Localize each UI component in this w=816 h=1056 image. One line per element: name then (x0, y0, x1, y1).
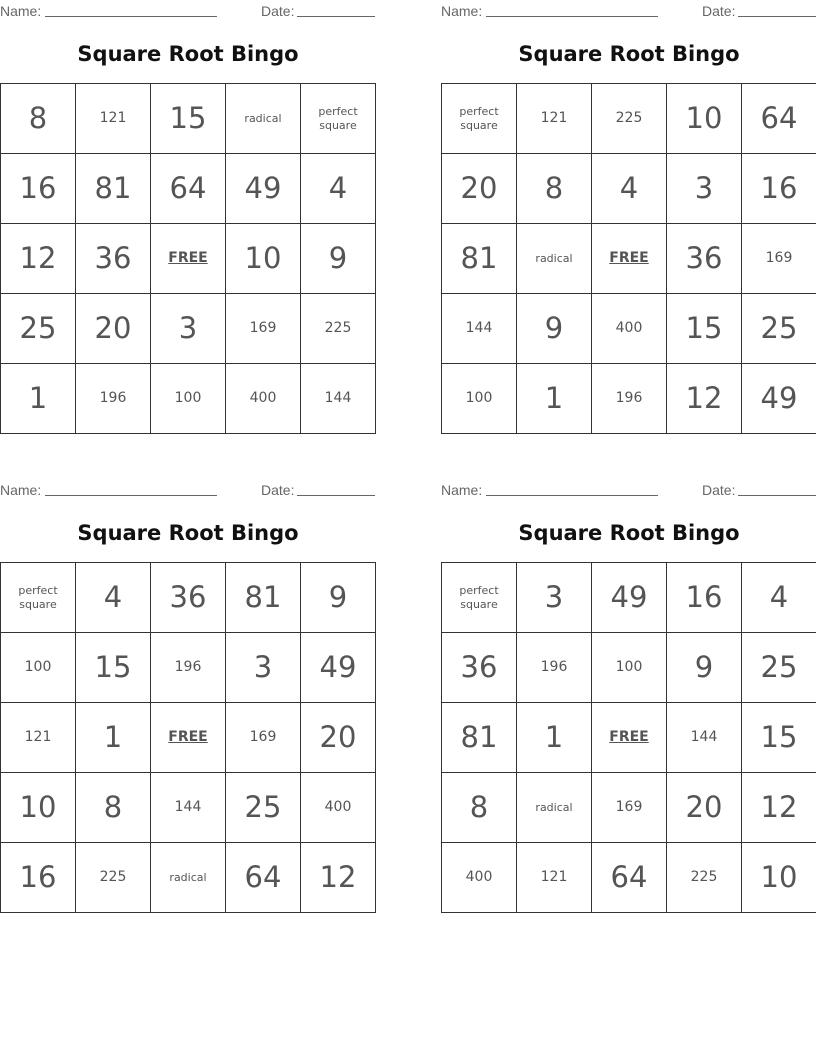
bingo-row (1, 294, 376, 364)
bingo-cell: 225 (301, 294, 376, 364)
bingo-cell: 10 (226, 224, 301, 294)
bingo-cell: 121 (76, 84, 151, 154)
bingo-cell: 144 (301, 364, 376, 434)
bingo-cell: radical (517, 773, 592, 843)
bingo-cell: radical (517, 224, 592, 294)
date-line (738, 495, 816, 496)
bingo-cell: 225 (592, 84, 667, 154)
bingo-cell: 400 (301, 773, 376, 843)
bingo-grid (441, 562, 816, 913)
name-label: Name: (0, 482, 42, 498)
bingo-cell: 16 (742, 154, 816, 224)
bingo-row (442, 563, 816, 633)
bingo-cell: 169 (592, 773, 667, 843)
bingo-row (1, 154, 376, 224)
bingo-cell: 196 (592, 364, 667, 434)
bingo-cell: 20 (301, 703, 376, 773)
card-title: Square Root Bingo (77, 521, 299, 545)
name-line (45, 16, 217, 17)
bingo-cell: 12 (301, 843, 376, 913)
bingo-row (442, 154, 816, 224)
bingo-cell: 20 (442, 154, 517, 224)
date-line (297, 16, 375, 17)
bingo-card (0, 0, 376, 416)
bingo-cell: 225 (76, 843, 151, 913)
bingo-cell: 196 (151, 633, 226, 703)
bingo-cell: 16 (1, 843, 76, 913)
bingo-cell: 15 (742, 703, 816, 773)
bingo-cell: 144 (667, 703, 742, 773)
bingo-row (442, 294, 816, 364)
bingo-grid (0, 562, 376, 913)
bingo-row (1, 633, 376, 703)
bingo-cell: 1 (517, 703, 592, 773)
name-label: Name: (441, 482, 483, 498)
date-label: Date: (702, 482, 736, 498)
name-label: Name: (0, 3, 42, 19)
bingo-row (1, 224, 376, 294)
free-space-cell: FREE (592, 224, 667, 294)
bingo-row (1, 364, 376, 434)
bingo-cell: 81 (442, 224, 517, 294)
date-label: Date: (261, 482, 295, 498)
bingo-cell: 3 (517, 563, 592, 633)
bingo-cell: 121 (1, 703, 76, 773)
bingo-cell: 4 (301, 154, 376, 224)
bingo-cell: 400 (442, 843, 517, 913)
bingo-cell: 9 (301, 563, 376, 633)
name-date-row (0, 479, 376, 501)
bingo-cell: 16 (1, 154, 76, 224)
bingo-cell: 100 (1, 633, 76, 703)
bingo-cell: 25 (742, 294, 816, 364)
bingo-row (1, 84, 376, 154)
bingo-cell: 9 (667, 633, 742, 703)
bingo-cell: 25 (742, 633, 816, 703)
bingo-cell: 1 (76, 703, 151, 773)
bingo-cell: 81 (76, 154, 151, 224)
name-line (45, 495, 217, 496)
bingo-cell: 49 (742, 364, 816, 434)
bingo-row (442, 364, 816, 434)
bingo-cell: 4 (742, 563, 816, 633)
bingo-cell: radical (151, 843, 226, 913)
bingo-cell: 36 (442, 633, 517, 703)
bingo-cell: 8 (76, 773, 151, 843)
date-line (738, 16, 816, 17)
bingo-cell: 4 (592, 154, 667, 224)
bingo-cell: 12 (1, 224, 76, 294)
bingo-cell: 1 (517, 364, 592, 434)
bingo-cell: perfect square (1, 563, 76, 633)
bingo-cell: 169 (226, 703, 301, 773)
bingo-row (442, 84, 816, 154)
bingo-cell: 144 (442, 294, 517, 364)
bingo-cell: 3 (226, 633, 301, 703)
bingo-cell: 49 (592, 563, 667, 633)
name-date-row (441, 479, 816, 501)
bingo-card (441, 479, 816, 895)
card-title: Square Root Bingo (518, 42, 740, 66)
bingo-cell: 81 (442, 703, 517, 773)
bingo-row (442, 703, 816, 773)
card-title: Square Root Bingo (518, 521, 740, 545)
bingo-cell: 64 (742, 84, 816, 154)
bingo-card (0, 479, 376, 895)
bingo-cell: 144 (151, 773, 226, 843)
bingo-row (1, 773, 376, 843)
bingo-cell: 400 (592, 294, 667, 364)
date-line (297, 495, 375, 496)
bingo-cell: 169 (226, 294, 301, 364)
bingo-cell: 121 (517, 843, 592, 913)
free-space-cell: FREE (151, 224, 226, 294)
bingo-cell: perfect square (442, 563, 517, 633)
bingo-cell: 10 (742, 843, 816, 913)
bingo-cell: 15 (151, 84, 226, 154)
name-date-row (0, 0, 376, 22)
bingo-cell: 169 (742, 224, 816, 294)
bingo-cell: 3 (151, 294, 226, 364)
bingo-cell: 100 (442, 364, 517, 434)
bingo-grid (441, 83, 816, 434)
bingo-row (442, 633, 816, 703)
bingo-row (1, 703, 376, 773)
bingo-cell: 225 (667, 843, 742, 913)
bingo-grid (0, 83, 376, 434)
bingo-cell: 8 (1, 84, 76, 154)
bingo-cell: 196 (76, 364, 151, 434)
bingo-cell: 81 (226, 563, 301, 633)
bingo-cell: 64 (226, 843, 301, 913)
bingo-row (442, 773, 816, 843)
bingo-cell: 12 (667, 364, 742, 434)
bingo-cell: 9 (517, 294, 592, 364)
name-line (486, 16, 658, 17)
bingo-cell: 4 (76, 563, 151, 633)
bingo-cell: 9 (301, 224, 376, 294)
bingo-row (1, 563, 376, 633)
bingo-row (1, 843, 376, 913)
bingo-cell: 1 (1, 364, 76, 434)
bingo-cell: 10 (667, 84, 742, 154)
bingo-cell: 8 (517, 154, 592, 224)
bingo-cell: perfect square (442, 84, 517, 154)
bingo-cell: 25 (226, 773, 301, 843)
bingo-cell: 36 (151, 563, 226, 633)
bingo-cell: 64 (592, 843, 667, 913)
card-title: Square Root Bingo (77, 42, 299, 66)
bingo-cell: radical (226, 84, 301, 154)
name-label: Name: (441, 3, 483, 19)
bingo-cell: 64 (151, 154, 226, 224)
bingo-cell: 12 (742, 773, 816, 843)
bingo-cell: 36 (76, 224, 151, 294)
date-label: Date: (261, 3, 295, 19)
name-date-row (441, 0, 816, 22)
bingo-cell: 100 (592, 633, 667, 703)
bingo-cell: 121 (517, 84, 592, 154)
bingo-cell: 49 (301, 633, 376, 703)
bingo-row (442, 224, 816, 294)
bingo-cell: 49 (226, 154, 301, 224)
bingo-cell: perfect square (301, 84, 376, 154)
bingo-cell: 16 (667, 563, 742, 633)
bingo-cell: 196 (517, 633, 592, 703)
bingo-cell: 100 (151, 364, 226, 434)
bingo-cell: 15 (76, 633, 151, 703)
bingo-card (441, 0, 816, 416)
bingo-cell: 400 (226, 364, 301, 434)
bingo-cell: 15 (667, 294, 742, 364)
bingo-cell: 3 (667, 154, 742, 224)
bingo-cell: 20 (76, 294, 151, 364)
bingo-cell: 10 (1, 773, 76, 843)
date-label: Date: (702, 3, 736, 19)
bingo-cell: 25 (1, 294, 76, 364)
bingo-row (442, 843, 816, 913)
name-line (486, 495, 658, 496)
bingo-cell: 20 (667, 773, 742, 843)
bingo-cell: 8 (442, 773, 517, 843)
bingo-cell: 36 (667, 224, 742, 294)
free-space-cell: FREE (151, 703, 226, 773)
free-space-cell: FREE (592, 703, 667, 773)
